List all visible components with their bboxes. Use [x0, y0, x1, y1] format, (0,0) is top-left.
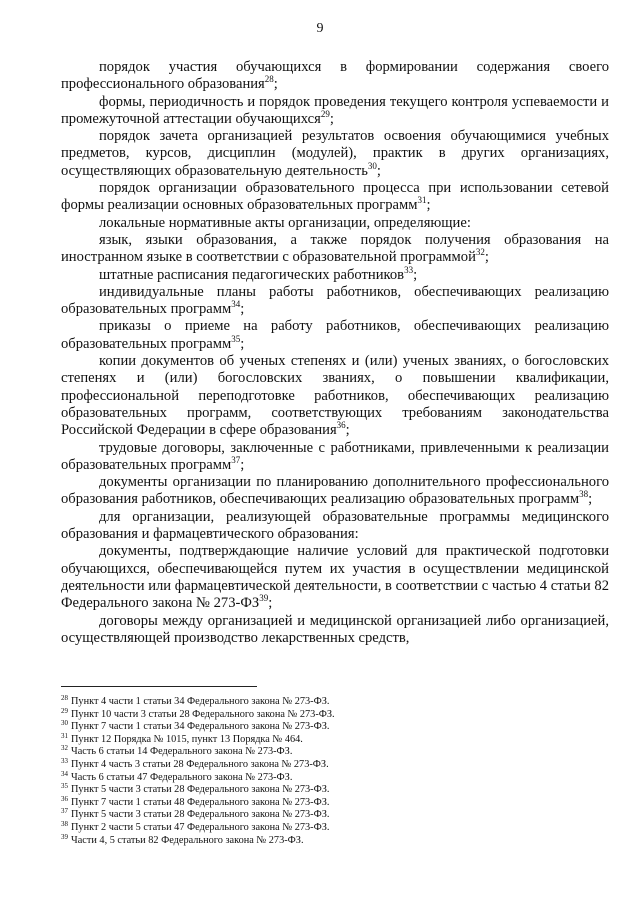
paragraph-text: трудовые договоры, заключенные с работниками, привлеченными к реализации образовательных программ: [61, 439, 609, 473]
paragraph-tail: ;: [345, 422, 350, 439]
footnote: [61, 809, 609, 822]
footnote: [61, 832, 609, 848]
footnote-number: 38: [61, 819, 68, 828]
footnote-number: 30: [61, 719, 68, 728]
paragraph-tail: ;: [268, 595, 273, 612]
footnote: [61, 769, 609, 785]
paragraph-tail: ;: [240, 301, 245, 318]
footnote-text: Пункт 7 части 1 статьи 34 Федерального закона № 273-ФЗ.: [71, 721, 330, 733]
footnote-ref: 37: [231, 454, 241, 465]
paragraph-tail: ;: [376, 162, 381, 179]
paragraph-text: порядок зачета организацией результатов освоения обучающимися учебных предметов, курсов, дисциплин (модулей), практик в других организациях, осуществляющих образовательную деятельность: [61, 128, 609, 179]
paragraph-text: формы, периодичность и порядок проведения текущего контроля успеваемости и промежуточной аттестации обучающихся: [61, 93, 609, 127]
footnote-text: Пункт 4 часть 3 статьи 28 Федерального закона № 273-ФЗ.: [71, 758, 329, 770]
footnote-ref: 38: [579, 489, 589, 500]
paragraph-tail: ;: [588, 491, 593, 508]
footnote-ref: 33: [404, 264, 414, 275]
paragraph-text: индивидуальные планы работы работников, обеспечивающих реализацию образовательных программ: [61, 283, 609, 318]
footnote-text: Части 4, 5 статьи 82 Федерального закона № 273-ФЗ.: [71, 834, 304, 846]
footnote: [61, 784, 609, 797]
paragraph: [61, 318, 609, 353]
footnote-ref: 28: [264, 74, 274, 85]
footnote-ref: 31: [417, 195, 427, 206]
footnote-divider: [61, 686, 257, 687]
page-number: 9: [316, 21, 324, 36]
paragraph: [61, 94, 609, 129]
paragraph-text: приказы о приеме на работу работников, обеспечивающих реализацию образовательных программ: [61, 318, 609, 352]
footnote-number: 28: [61, 694, 68, 702]
footnote: [61, 731, 609, 747]
footnote-number: 29: [61, 706, 68, 715]
paragraph: [61, 440, 609, 475]
footnote: [61, 721, 609, 734]
paragraph-tail: ;: [273, 76, 278, 93]
paragraph-text: документы организации по планированию дополнительного профессионального образования работников, обеспечивающих реализацию образовательных программ: [61, 474, 609, 508]
footnote-number: 35: [61, 782, 68, 791]
footnote-number: 39: [61, 832, 68, 841]
paragraph: [61, 232, 609, 267]
paragraph: [61, 215, 609, 232]
body-text: [61, 59, 609, 647]
paragraph: [61, 180, 609, 215]
footnote-text: Часть 6 статьи 14 Федерального закона № 273-ФЗ.: [71, 746, 293, 758]
footnote-number: 34: [61, 769, 68, 778]
paragraph: [61, 353, 609, 439]
paragraph: [61, 264, 609, 284]
footnote-text: Часть 6 статьи 47 Федерального закона № 273-ФЗ.: [71, 771, 293, 783]
paragraph: [61, 284, 609, 319]
paragraph-text: документы, подтверждающие наличие условий для практической подготовки обучающихся, обеспечивающейся путем их участия в осуществлении медицинской деятельности или фармацевтической деятельности, в соответствии с частью 4 статьи 82 Федерального закона № 273-ФЗ: [61, 543, 609, 612]
paragraph-text: штатные расписания педагогических работников: [99, 266, 405, 283]
footnote-text: Пункт 2 части 5 статьи 47 Федерального закона № 273-ФЗ.: [71, 821, 330, 833]
paragraph-text: порядок участия обучающихся в формировании содержания своего профессионального образования: [61, 59, 609, 93]
footnote: [61, 794, 609, 810]
paragraph-tail: ;: [329, 110, 334, 127]
paragraph-text: язык, языки образования, а также порядок получения образования на иностранном языке в соответствии с образовательной программой: [61, 231, 609, 266]
paragraph: [61, 613, 609, 648]
paragraph-text: для организации, реализующей образовательные программы медицинского образования и фармацевтического образования:: [61, 508, 609, 543]
paragraph: [61, 59, 609, 94]
footnote-ref: 30: [367, 160, 377, 171]
footnote-text: Пункт 10 части 3 статьи 28 Федерального закона № 273-ФЗ.: [71, 708, 335, 720]
footnote: [61, 756, 609, 772]
footnote-text: Пункт 12 Порядка № 1015, пункт 13 Порядка № 464.: [71, 733, 303, 745]
paragraph-text: копии документов об ученых степенях и (или) ученых званиях, о богословских степенях и (или) богословских званиях, о повышении квалификации, профессиональной переподготовке работников, обеспечивающих реализацию образовательных программ, соответствующих требованиям законодательства Российской Федерации в сфере образования: [61, 353, 609, 439]
footnote-text: Пункт 5 части 3 статьи 28 Федерального закона № 273-ФЗ.: [71, 784, 330, 796]
paragraph: [61, 543, 609, 612]
footnote: [61, 696, 609, 709]
paragraph-text: локальные нормативные акты организации, определяющие:: [99, 214, 471, 231]
footnotes: [61, 696, 609, 847]
paragraph-tail: ;: [413, 266, 418, 283]
footnote-number: 31: [61, 731, 68, 740]
paragraph-tail: ;: [240, 335, 245, 352]
paragraph-tail: ;: [426, 197, 431, 214]
footnote-text: Пункт 4 части 1 статьи 34 Федерального закона № 273-ФЗ.: [71, 696, 330, 707]
footnote-ref: 32: [475, 247, 485, 258]
footnote-text: Пункт 5 части 3 статьи 28 Федерального закона № 273-ФЗ.: [71, 809, 330, 821]
footnote-ref: 35: [231, 333, 241, 344]
paragraph-tail: ;: [484, 249, 489, 266]
footnote-ref: 34: [231, 299, 241, 310]
paragraph-tail: ;: [240, 456, 245, 473]
paragraph: [61, 474, 609, 509]
footnote: [61, 706, 609, 722]
footnote: [61, 746, 609, 759]
paragraph: [61, 509, 609, 544]
footnote-ref: 39: [259, 593, 269, 604]
footnote: [61, 819, 609, 835]
footnote-number: 32: [61, 744, 68, 753]
footnote-ref: 36: [336, 420, 346, 431]
footnote-ref: 29: [320, 108, 330, 119]
paragraph: [61, 128, 609, 180]
footnote-number: 33: [61, 756, 68, 765]
footnote-number: 36: [61, 794, 68, 803]
footnote-text: Пункт 7 части 1 статьи 48 Федерального закона № 273-ФЗ.: [71, 796, 330, 808]
paragraph-text: порядок организации образовательного процесса при использовании сетевой формы реализации основных образовательных программ: [61, 180, 609, 214]
footnote-number: 37: [61, 807, 68, 816]
paragraph-text: договоры между организацией и медицинской организацией либо организацией, осуществляющей производство лекарственных средств,: [61, 612, 609, 646]
